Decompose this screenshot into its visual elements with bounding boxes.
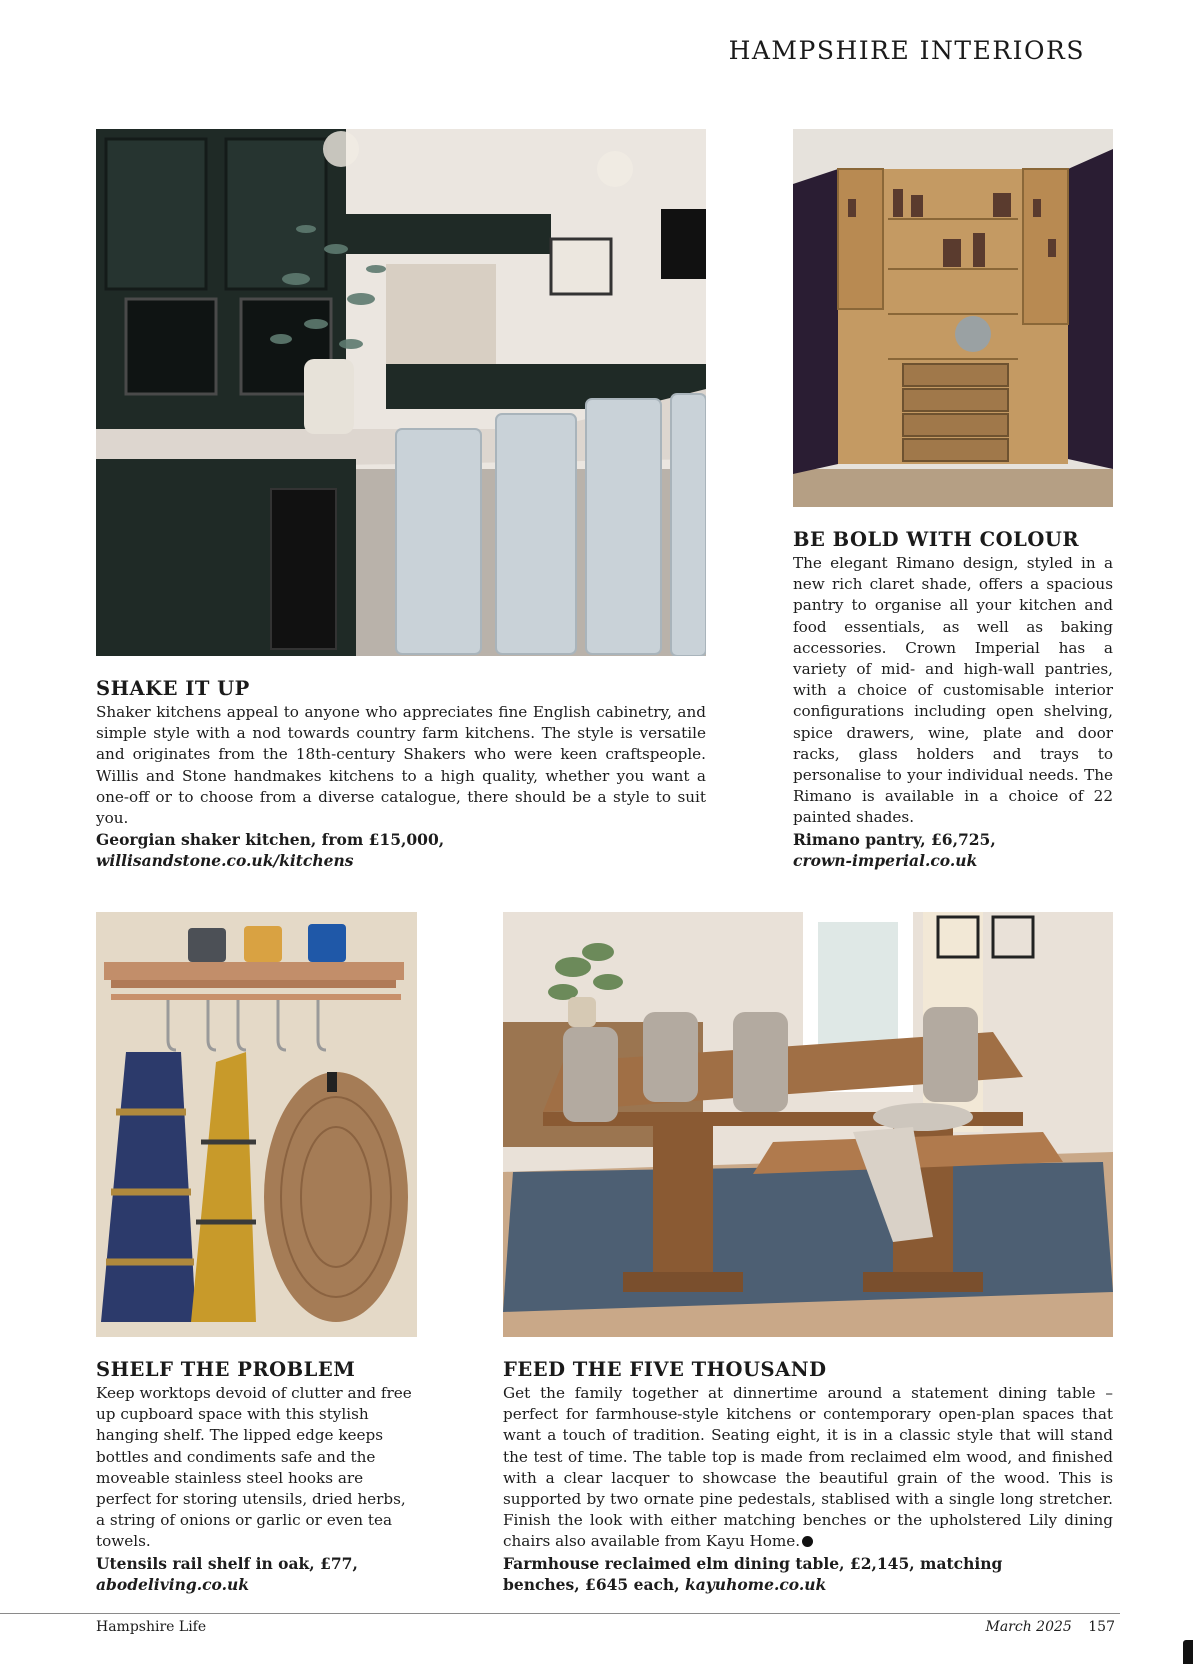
article-shake-it-up [96,677,706,872]
end-mark-icon [802,1536,813,1547]
article-shelf-the-problem [96,1358,417,1595]
footer-divider [0,1613,1120,1614]
credit-link[interactable]: abodeliving.co.uk [96,1574,250,1594]
article-title: BE BOLD WITH COLOUR [793,528,1080,551]
credit-text: Georgian shaker kitchen, from £15,000, [96,830,445,850]
article-title: SHELF THE PROBLEM [96,1358,356,1381]
footer-folio [986,1619,1116,1635]
article-title: FEED THE FIVE THOUSAND [503,1358,827,1381]
article-credit [503,1553,1063,1595]
article-body-wrapper [503,1383,1113,1553]
credit-text: Rimano pantry, £6,725, [793,829,996,849]
article-body: Shaker kitchens appeal to anyone who appreciates fine English cabinetry, and simple style with a nod towards country farm kitchens. The style is versatile and originates from the 18th-century Shakers who were keen craftspeople. Willis and Stone handmakes kitchens to a high quality, whether you want a one-off or to choose from a diverse catalogue, there should be a style to suit you. [96,703,706,828]
page-edge-mark [1183,1640,1193,1664]
article-credit [96,1553,417,1595]
page-number: 157 [1088,1619,1115,1635]
article-title: SHAKE IT UP [96,677,250,700]
section-title: HAMPSHIRE INTERIORS [728,36,1085,65]
pantry-photo [793,129,1113,507]
credit-link[interactable]: willisandstone.co.uk/kitchens [96,851,354,871]
kitchen-photo [96,129,706,656]
article-body: Get the family together at dinnertime around a statement dining table – perfect for farmhouse-style kitchens or contemporary open-plan spaces that want a touch of tradition. Seating eight, it is in a classic style that will stand the test of time. The table top is made from reclaimed elm wood, and finished with a clear lacquer to showcase the beautiful grain of the wood. This is supported by two ornate pine pedestals, stablised with a single long stretcher. Finish the look with either matching benches or the upholstered Lily dining chairs also available from Kayu Home. [503,1384,1113,1551]
credit-text: Farmhouse reclaimed elm dining table, £2,145, matching benches, £645 each, [503,1553,1003,1594]
article-body: Keep worktops devoid of clutter and free up cupboard space with this stylish hanging shelf. The lipped edge keeps bottles and condiments safe and the moveable stainless steel hooks are perfect for storing utensils, dried herbs, a string of onions or garlic or even tea towels. [96,1384,412,1551]
article-credit [793,829,1113,871]
issue-date: March 2025 [985,1619,1072,1635]
shelf-photo [96,912,417,1337]
credit-text: Utensils rail shelf in oak, £77, [96,1553,358,1573]
credit-link[interactable]: kayuhome.co.uk [685,1574,827,1594]
article-be-bold [793,528,1113,871]
article-feed-the-five-thousand [503,1358,1113,1595]
article-body: The elegant Rimano design, styled in a new rich claret shade, offers a spacious pantry to organise all your kitchen and food essentials, as well as baking accessories. Crown Imperial has a variety of mid- and high-wall pantries, with a choice of customisable interior configurations including open shelving, spice drawers, wine, plate and door racks, glass holders and trays to personalise to your individual needs. The Rimano is available in a choice of 22 painted shades. [793,554,1113,827]
publication-name: Hampshire Life [96,1619,207,1635]
credit-link[interactable]: crown-imperial.co.uk [793,850,978,870]
dining-photo [503,912,1113,1337]
article-credit [96,829,706,871]
